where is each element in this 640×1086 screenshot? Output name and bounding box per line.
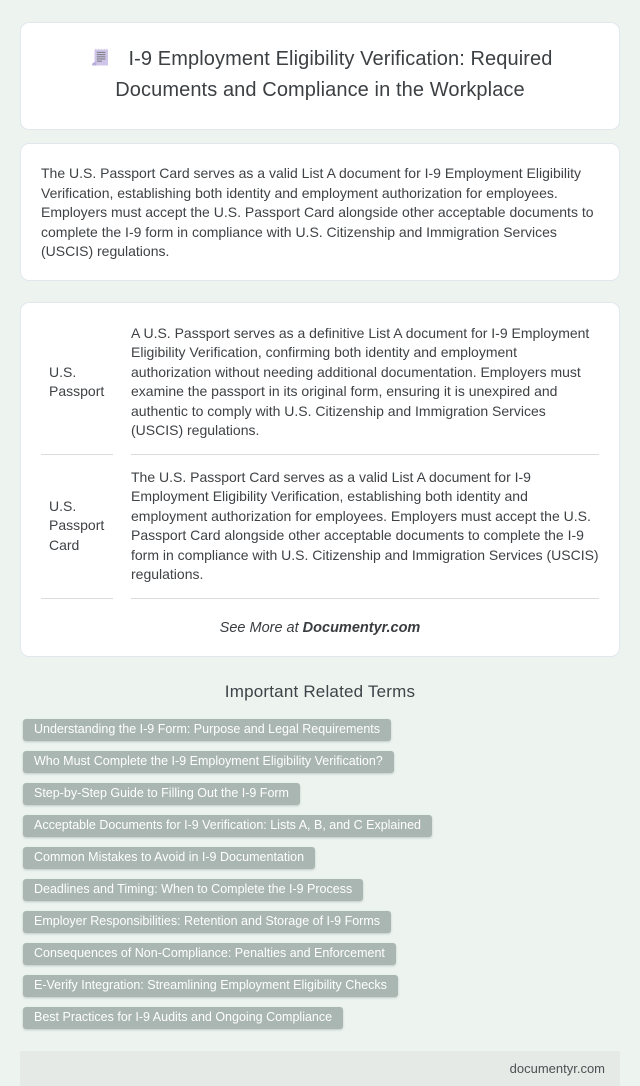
see-more-line (41, 620, 599, 636)
page-title (49, 44, 591, 106)
table-row-description: A U.S. Passport serves as a definitive List A document for I-9 Employment Eligibility Verification, confirming both identity and employment authorization without needing additional documentation. Employers must examine the passport in its original form, ensuring it is unexpired and authentic to comply with U.S. Citizenship and Immigration Services (USCIS) regulations. (131, 311, 599, 455)
related-term-tag[interactable]: Common Mistakes to Avoid in I-9 Documentation (23, 847, 315, 869)
related-term-tag[interactable]: Consequences of Non-Compliance: Penalties and Enforcement (23, 943, 396, 965)
site-footer (20, 1051, 620, 1086)
related-term-tag[interactable]: Understanding the I-9 Form: Purpose and Legal Requirements (23, 719, 391, 741)
table-row-term: U.S. Passport Card (41, 455, 113, 599)
related-terms-heading: Important Related Terms (224, 681, 416, 701)
page-title-text: I-9 Employment Eligibility Verification: Required Documents and Compliance in the Workplace (115, 48, 553, 101)
title-card (20, 22, 620, 130)
related-terms-list (20, 719, 620, 1039)
summary-text: The U.S. Passport Card serves as a valid List A document for I-9 Employment Eligibility Verification, establishing both identity and employment authorization for employees. Employers must accept the U.S. Passport Card alongside other acceptable documents to complete the I-9 form in compliance with U.S. Citizenship and Immigration Services (USCIS) regulations. (41, 165, 594, 259)
summary-card (20, 143, 620, 281)
receipt-icon (88, 44, 114, 70)
see-more-prefix: See More at (219, 619, 303, 636)
related-term-tag[interactable]: Acceptable Documents for I-9 Verification: Lists A, B, and C Explained (23, 815, 432, 837)
terms-table (41, 311, 599, 599)
related-term-tag[interactable]: Employer Responsibilities: Retention and Storage of I-9 Forms (23, 911, 391, 933)
related-term-tag[interactable]: Best Practices for I-9 Audits and Ongoing Compliance (23, 1007, 343, 1029)
related-term-tag[interactable]: Deadlines and Timing: When to Complete the I-9 Process (23, 879, 363, 901)
see-more-brand-link[interactable]: Documentyr.com (302, 619, 421, 636)
table-row-term: U.S. Passport (41, 311, 113, 455)
table-row-description: The U.S. Passport Card serves as a valid List A document for I-9 Employment Eligibility Verification, establishing both identity and employment authorization for employees. Employers must accept the U.S. Passport Card alongside other acceptable documents to complete the I-9 form in compliance with U.S. Citizenship and Immigration Services (USCIS) regulations. (131, 455, 599, 599)
related-term-tag[interactable]: Who Must Complete the I-9 Employment Eligibility Verification? (23, 751, 394, 773)
related-term-tag[interactable]: Step-by-Step Guide to Filling Out the I-9 Form (23, 783, 300, 805)
terms-table-card (20, 302, 620, 657)
related-term-tag[interactable]: E-Verify Integration: Streamlining Employment Eligibility Checks (23, 975, 398, 997)
footer-site-link[interactable]: documentyr.com (509, 1060, 605, 1076)
